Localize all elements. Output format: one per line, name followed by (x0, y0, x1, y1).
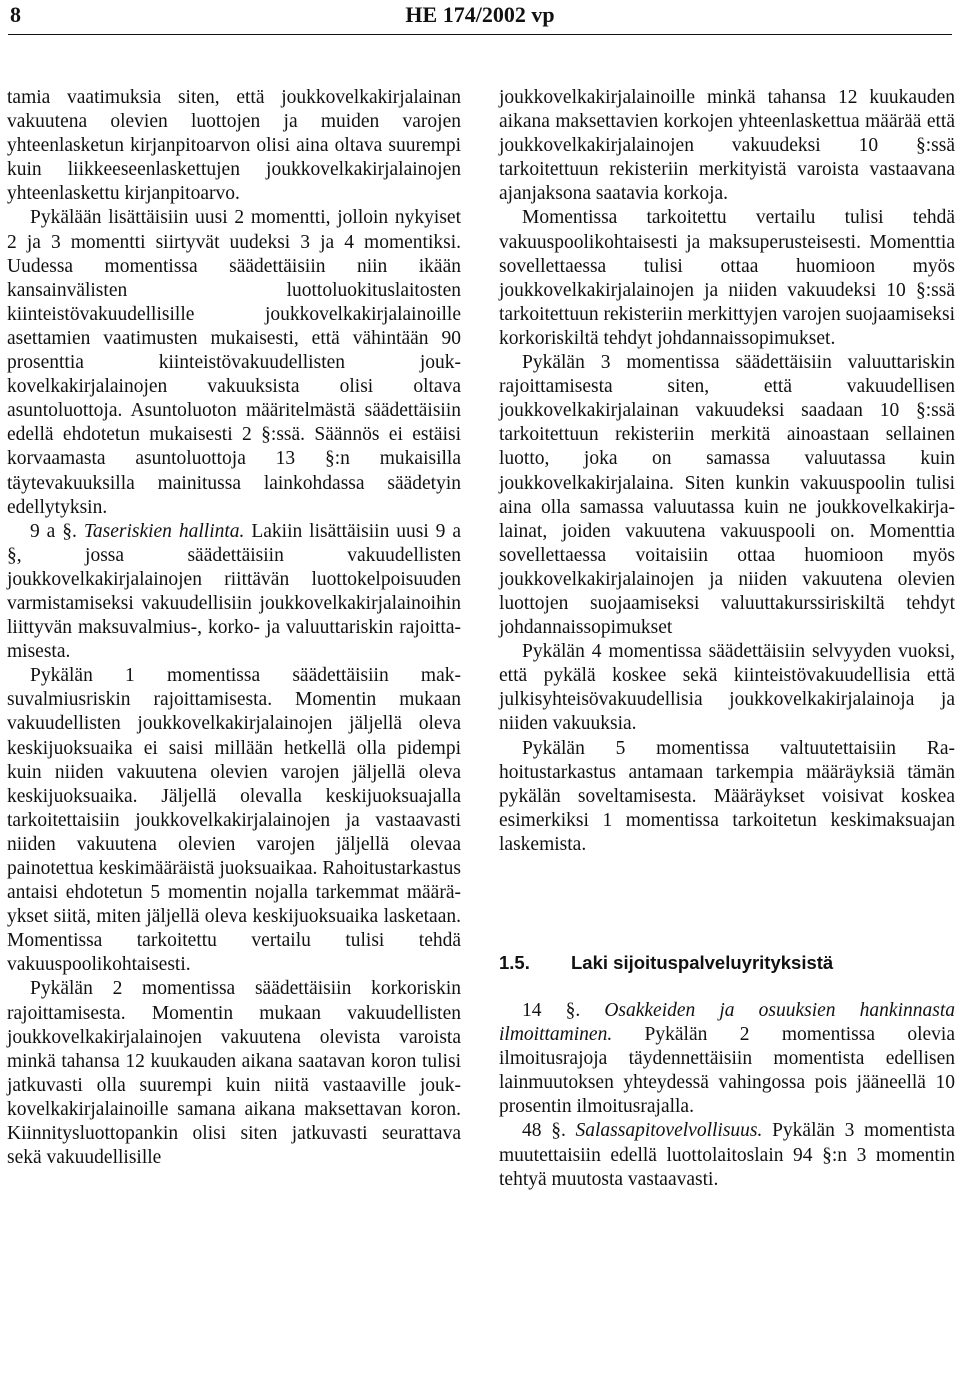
paragraph: Pykälän 3 momentissa säädettäisiin valuuttariskin rajoittamisesta siten, että vakuudellisen joukkovelkakirjalainan vakuudeksi saadaan 10 §:ssä tarkoitettuun rekisteriin merkitä ainoastaan sellainen luotto, joka on samassa valuutassa kuin joukkovelkakirjalaina. Siten kunkin vakuuspoolin tulisi aina olla samassa valuutassa kuin ne joukkovelkakirjalainat, joiden vakuutena vakuuspooli on. Momenttia sovellettaessa voitaisiin ottaa huomioon myös joukkovelkakirjalainojen ja niiden vakuutena olevien luottojen suojaamiseksi valuuttakurssiriskiltä tehdyt johdannaissopimukset (499, 352, 955, 639)
section-heading-italic: Salassapitovelvollisuus. (575, 1120, 763, 1142)
paragraph: Pykälän 1 momentissa säädettäisiin maksuvalmiusriskin rajoittamisesta. Momentin mukaan vakuudellisten joukkovelkakirjalainojen jäljellä oleva keskijuoksuaika ei saisi millään hetkellä olla pidempi kuin niiden vakuutena olevien varojen jäljellä oleva keskijuoksuaika. Jäljellä olevalla keskijuoksuajalla tarkoitettaisiin joukkovelkakirjalainojen ja vastaavasti niiden vakuutena olevien varojen jäljellä olevaa painotettua keskimääräistä juoksuaikaa. Rahoitustarkastus antaisi ehdotetun 5 momentin nojalla tarkemmat määräykset siitä, miten jäljellä oleva keskijuoksuaika lasketaan. Momentissa tarkoitettu vertailu tulisi tehdä vakuuspoolikohtaisesti. (7, 665, 461, 976)
paragraph-section-14 (499, 999, 955, 1119)
left-column (7, 86, 461, 1170)
page-number: 8 (10, 2, 21, 27)
section-reference: 9 a §. (30, 520, 84, 542)
header-rule (8, 34, 952, 35)
paragraph-section-48 (499, 1119, 955, 1191)
paragraph: Pykälän 4 momentissa säädettäisiin selvyyden vuoksi, että pykälä koskee sekä kiinteistövakuudellisia että julkisyhteisövakuudellisia joukkovelkakirjalainoja ja niiden vakuuksia. (499, 641, 955, 735)
section-reference: 14 §. (522, 1000, 605, 1021)
page-header (0, 0, 960, 40)
paragraph-text: Lakiin lisättäisiin uusi 9 a §, jossa säädettäisiin vakuudellisten joukkovelkakirjalainojen riittävän luottokelpoisuuden varmistamiseksi vakuudellisiin joukkovelkakirjalainoihin liittyvän maksuvalmius-, korko- ja valuuttariskin rajoittamisesta. (7, 520, 461, 663)
paragraph: joukkovelkakirjalainoille minkä tahansa 12 kuukauden aikana maksettavien korkojen yhteenlaskettua määrää että joukkovelkakirjalainojen vakuudeksi 10 §:ssä tarkoitettuun rekisteriin merkityistä varoista vastaavana ajanjaksona saatavia korkoja. (499, 87, 955, 205)
section-heading-italic: Taseriskien hallinta. (83, 520, 245, 542)
paragraph: tamia vaatimuksia siten, että joukkovelkakirjalainan vakuutena olevien luottojen ja muiden varojen yhteenlasketun kirjanpitoarvon olisi aina oltava suurempi kuin liikkeeseenlaskettujen joukkovelkakirjalainojen yhteenlaskettu kirjanpitoarvo. (7, 87, 461, 205)
paragraph: Pykälän 5 momentissa valtuutettaisiin Rahoitustarkastus antamaan tarkempia määräyksiä tämän pykälän soveltamisesta. Määräykset voisivat koskea esimerkiksi 1 momentissa tarkoitetun keskimaksuajan laskemista. (499, 737, 955, 855)
paragraph: Pykälään lisättäisiin uusi 2 momentti, jolloin nykyiset 2 ja 3 momentti siirtyvät uudeksi 3 ja 4 momentiksi. Uudessa momentissa säädettäisiin niin ikään kansainvälisten luottoluokituslaitosten kiinteistövakuudellisille joukkovelkakirjalainoille asettamien vaatimusten mukaisesti, että vähintään 90 prosenttia kiinteistövakuudellisten joukkovelkakirjalainojen vakuuksista olisi oltava asuntoluottoja. Asuntoluoton määritelmästä säädettäisiin edellä ehdotetun mukaisesti 2 §:ssä. Säännös ei estäisi korvaamasta asuntoluottoja 13 §:n mukaisilla täytevakuuksilla mainitussa lainkohdassa säädetyin edellytyksin. (7, 207, 461, 518)
paragraph-text: Pykälän 3 momentista muutettaisiin edellä luottolaitoslain 94 §:n 3 momentin tehtyä muutosta vastaavasti. (499, 1120, 955, 1190)
paragraph-text: Pykälän 2 momentissa olevia ilmoitusrajoja täydennettäisiin momentista edellisen lainmuutoksen yhteydessä vahingossa pois jääneellä 10 prosentin ilmoitusrajalla. (499, 1024, 955, 1118)
section-heading (499, 951, 955, 975)
spacer (499, 857, 955, 951)
right-column (499, 86, 955, 1192)
document-identifier: HE 174/2002 vp (405, 2, 555, 27)
section-heading-italic: Osakkeiden ja osuuksien hankinnasta ilmoittaminen. (499, 1000, 955, 1046)
paragraph: Pykälän 2 momentissa säädettäisiin korkoriskin rajoittamisesta. Momentin mukaan vakuudellisten joukkovelkakirjalainojen vakuutena olevista varoista minkä tahansa 12 kuukauden aikana saatavan koron tulisi jatkuvasti olla suurempi kuin niitä vastaaville joukkovelkakirjalainoille samana aikana maksettavan koron. Kiinnitysluottopankin olisi siten jatkuvasti seurattava sekä vakuudellisille (7, 978, 461, 1169)
spacer (499, 975, 955, 999)
section-title: Laki sijoituspalveluyrityksistä (571, 952, 834, 973)
paragraph: Momentissa tarkoitettu vertailu tulisi tehdä vakuuspoolikohtaisesti ja maksuperusteisesti. Momenttia sovellettaessa tulisi ottaa huomioon myös joukkovelkakirjalainojen ja niiden vakuudeksi 10 §:ssä tarkoitettuun rekisteriin merkittyjen varojen suojaamiseksi korkoriskiltä tehdyt johdannaissopimukset. (499, 207, 955, 349)
section-reference: 48 §. (522, 1120, 576, 1142)
section-number: 1.5. (499, 952, 530, 973)
paragraph-section-9a (7, 520, 461, 665)
